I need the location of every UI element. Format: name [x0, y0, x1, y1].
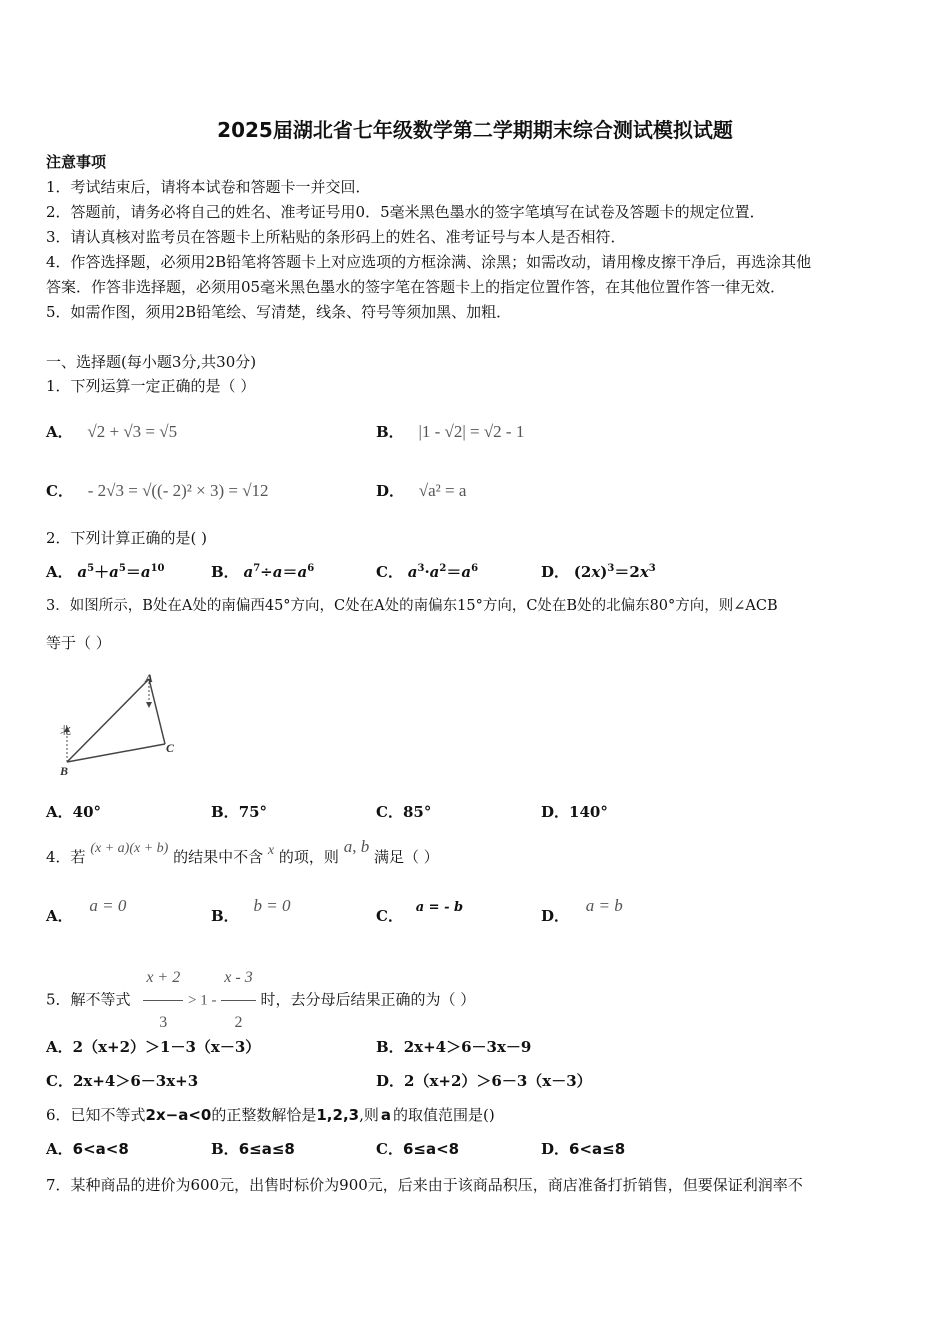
option-label: C．	[376, 563, 403, 581]
q5-frac2-den: 2	[234, 1014, 243, 1031]
option-text: 6≤a<8	[402, 1140, 460, 1158]
question-2-stem: 2．下列计算正确的是( )	[46, 529, 208, 547]
option-label: A．	[46, 907, 73, 925]
option-label: A．	[46, 803, 73, 821]
option-label: A．	[46, 423, 73, 441]
option-label: B．	[211, 803, 239, 821]
q5-frac1-num: x + 2	[143, 956, 183, 1001]
option-text: 40°	[72, 803, 102, 821]
fig-label-b: B	[60, 764, 69, 778]
option-label: D．	[541, 1140, 570, 1158]
question-7-stem: 7．某种商品的进价为600元，出售时标价为900元，后来由于该商品积压，商店准备打折销售，但要保证利润率不	[46, 1176, 803, 1194]
option-text: 6<a<8	[72, 1140, 129, 1158]
q5-option-a	[46, 1037, 260, 1057]
q4-option-d	[541, 896, 623, 926]
q4-option-c	[376, 900, 464, 928]
q2-option-c	[376, 562, 478, 582]
q6-stem-end: ,则	[359, 1106, 379, 1124]
q6-option-c	[376, 1139, 459, 1159]
option-text: b = 0	[253, 896, 291, 915]
option-label: C．	[46, 482, 73, 500]
option-label: B．	[211, 1140, 239, 1158]
option-text: a = 0	[89, 896, 127, 915]
q1-option-d	[376, 481, 466, 501]
q4-vars: a, b	[343, 837, 370, 856]
option-text: a = - b	[415, 900, 464, 915]
option-text: 85°	[402, 803, 432, 821]
q6-option-b	[211, 1139, 295, 1159]
q2-option-a	[46, 562, 165, 582]
option-text: 6≤a≤8	[238, 1140, 295, 1158]
note-item: 5．如需作图，须用2B铅笔绘、写清楚，线条、符号等须加黑、加粗．	[46, 303, 512, 321]
q5-prefix: 5．解不等式	[46, 990, 131, 1009]
option-label: B．	[376, 1038, 404, 1056]
option-text: 140°	[569, 803, 608, 821]
fig-label-c: C	[166, 741, 175, 755]
note-item: 3．请认真核对监考员在答题卡上所粘贴的条形码上的姓名、准考证号与本人是否相符．	[46, 228, 626, 246]
question-5-stem	[46, 956, 475, 1045]
option-label: B．	[376, 423, 404, 441]
q6-ineq: 2x−a<0	[145, 1106, 212, 1124]
option-label: D．	[376, 482, 405, 500]
q5-option-b	[376, 1037, 531, 1057]
q4-suffix: 满足（ ）	[373, 848, 439, 866]
option-text: 2（x+2）＞6－3（x－3）	[404, 1072, 592, 1090]
q5-fraction-1	[143, 956, 183, 1045]
question-6-stem	[46, 1105, 495, 1125]
option-label: D．	[541, 803, 570, 821]
q1-option-c	[46, 481, 269, 501]
q3-figure	[52, 668, 192, 783]
option-label: A．	[46, 563, 73, 581]
q5-mid: > 1 -	[188, 992, 217, 1009]
q4-expr: (x + a)(x + b)	[90, 841, 169, 856]
q3-option-c	[376, 802, 431, 822]
q4-mid2: 的项，则	[278, 848, 339, 866]
q6-stem-pre: 6．已知不等式	[46, 1106, 146, 1124]
option-label: D．	[541, 907, 570, 925]
q2-option-b-expr: $a^7\div a=a^6$	[243, 563, 315, 581]
q2-option-d	[541, 562, 656, 582]
question-3-stem: 3．如图所示，B处在A处的南偏西45°方向，C处在A处的南偏东15°方向，C处在B处的北偏东80°方向，则∠ACB	[46, 598, 778, 614]
option-text: 2x+4＞6－3x－9	[403, 1038, 532, 1056]
q1-option-c-expr: - 2√3 = √((- 2)² × 3) = √12	[87, 481, 269, 500]
question-3-stem-cont: 等于（ ）	[46, 634, 111, 652]
q5-frac1-den: 3	[159, 1014, 168, 1031]
option-text: 6<a≤8	[569, 1140, 626, 1158]
q4-option-b	[211, 896, 291, 926]
option-label: C．	[376, 1140, 403, 1158]
option-label: A．	[46, 1038, 73, 1056]
q6-nums: 1,2,3	[316, 1106, 360, 1124]
q1-option-b	[376, 422, 524, 442]
q4-prefix: 4．若	[46, 848, 86, 866]
option-label: C．	[376, 907, 403, 925]
q1-option-b-expr: |1 - √2| = √2 - 1	[418, 422, 525, 441]
question-1-stem: 1．下列运算一定正确的是（ ）	[46, 377, 256, 395]
question-4-stem	[46, 837, 439, 869]
option-label: D．	[376, 1072, 405, 1090]
q3-option-b	[211, 802, 267, 822]
q3-option-d	[541, 802, 608, 822]
q5-option-d	[376, 1071, 592, 1091]
note-item: 4．作答选择题，必须用2B铅笔将答题卡上对应选项的方框涂满、涂黑；如需改动，请用橡皮擦干净后，再选涂其他	[46, 253, 812, 271]
q5-option-c	[46, 1071, 198, 1091]
option-label: A．	[46, 1140, 73, 1158]
page-title: 2025届湖北省七年级数学第二学期期末综合测试模拟试题	[217, 118, 733, 142]
q6-stem-post: 的正整数解恰是	[211, 1106, 317, 1124]
option-text: 2x+4＞6－3x+3	[72, 1072, 199, 1090]
q4-var: x	[267, 843, 275, 858]
note-item: 1．考试结束后，请将本试卷和答题卡一并交回．	[46, 178, 371, 196]
q3-option-a	[46, 802, 101, 822]
section-heading: 一、选择题(每小题3分,共30分)	[46, 353, 257, 371]
option-label: B．	[211, 563, 239, 581]
q1-option-a	[46, 422, 177, 442]
q6-stem-tail: 的取值范围是()	[393, 1106, 495, 1124]
q2-option-b	[211, 562, 314, 582]
q1-option-a-expr: √2 + √3 = √5	[87, 422, 178, 441]
q5-suffix: 时，去分母后结果正确的为（ ）	[260, 990, 476, 1009]
option-label: D．	[541, 563, 570, 581]
q4-option-a	[46, 896, 127, 926]
option-text: 2（x+2）＞1－3（x－3）	[72, 1038, 261, 1056]
notes-heading: 注意事项	[46, 153, 107, 171]
option-label: C．	[376, 803, 403, 821]
note-item: 答案．作答非选择题，必须用05毫米黑色墨水的签字笔在答题卡上的指定位置作答，在其他位置作答一律无效．	[46, 278, 786, 296]
option-label: C．	[46, 1072, 73, 1090]
q4-mid: 的结果中不含	[173, 848, 264, 866]
note-item: 2．答题前，请务必将自己的姓名、准考证号用0．5毫米黑色墨水的签字笔填写在试卷及答题卡的规定位置．	[46, 203, 765, 221]
fig-label-a: A	[145, 671, 154, 685]
q1-option-d-expr: √a² = a	[418, 481, 467, 500]
option-label: B．	[211, 907, 239, 925]
q6-option-a	[46, 1139, 129, 1159]
q2-option-d-expr: $(2x)^3=2x^3$	[573, 563, 656, 581]
q6-option-d	[541, 1139, 625, 1159]
option-text: a = b	[585, 896, 623, 915]
q2-option-c-expr: $a^3\cdot a^2=a^6$	[407, 563, 479, 581]
fig-label-north: 北	[60, 724, 71, 737]
q5-fraction-2	[221, 956, 255, 1045]
q5-frac2-num: x - 3	[221, 956, 255, 1001]
q2-option-a-expr: $a^5+a^5=a^{10}$	[77, 563, 165, 581]
option-text: 75°	[238, 803, 268, 821]
q6-var-a: a	[380, 1106, 391, 1124]
